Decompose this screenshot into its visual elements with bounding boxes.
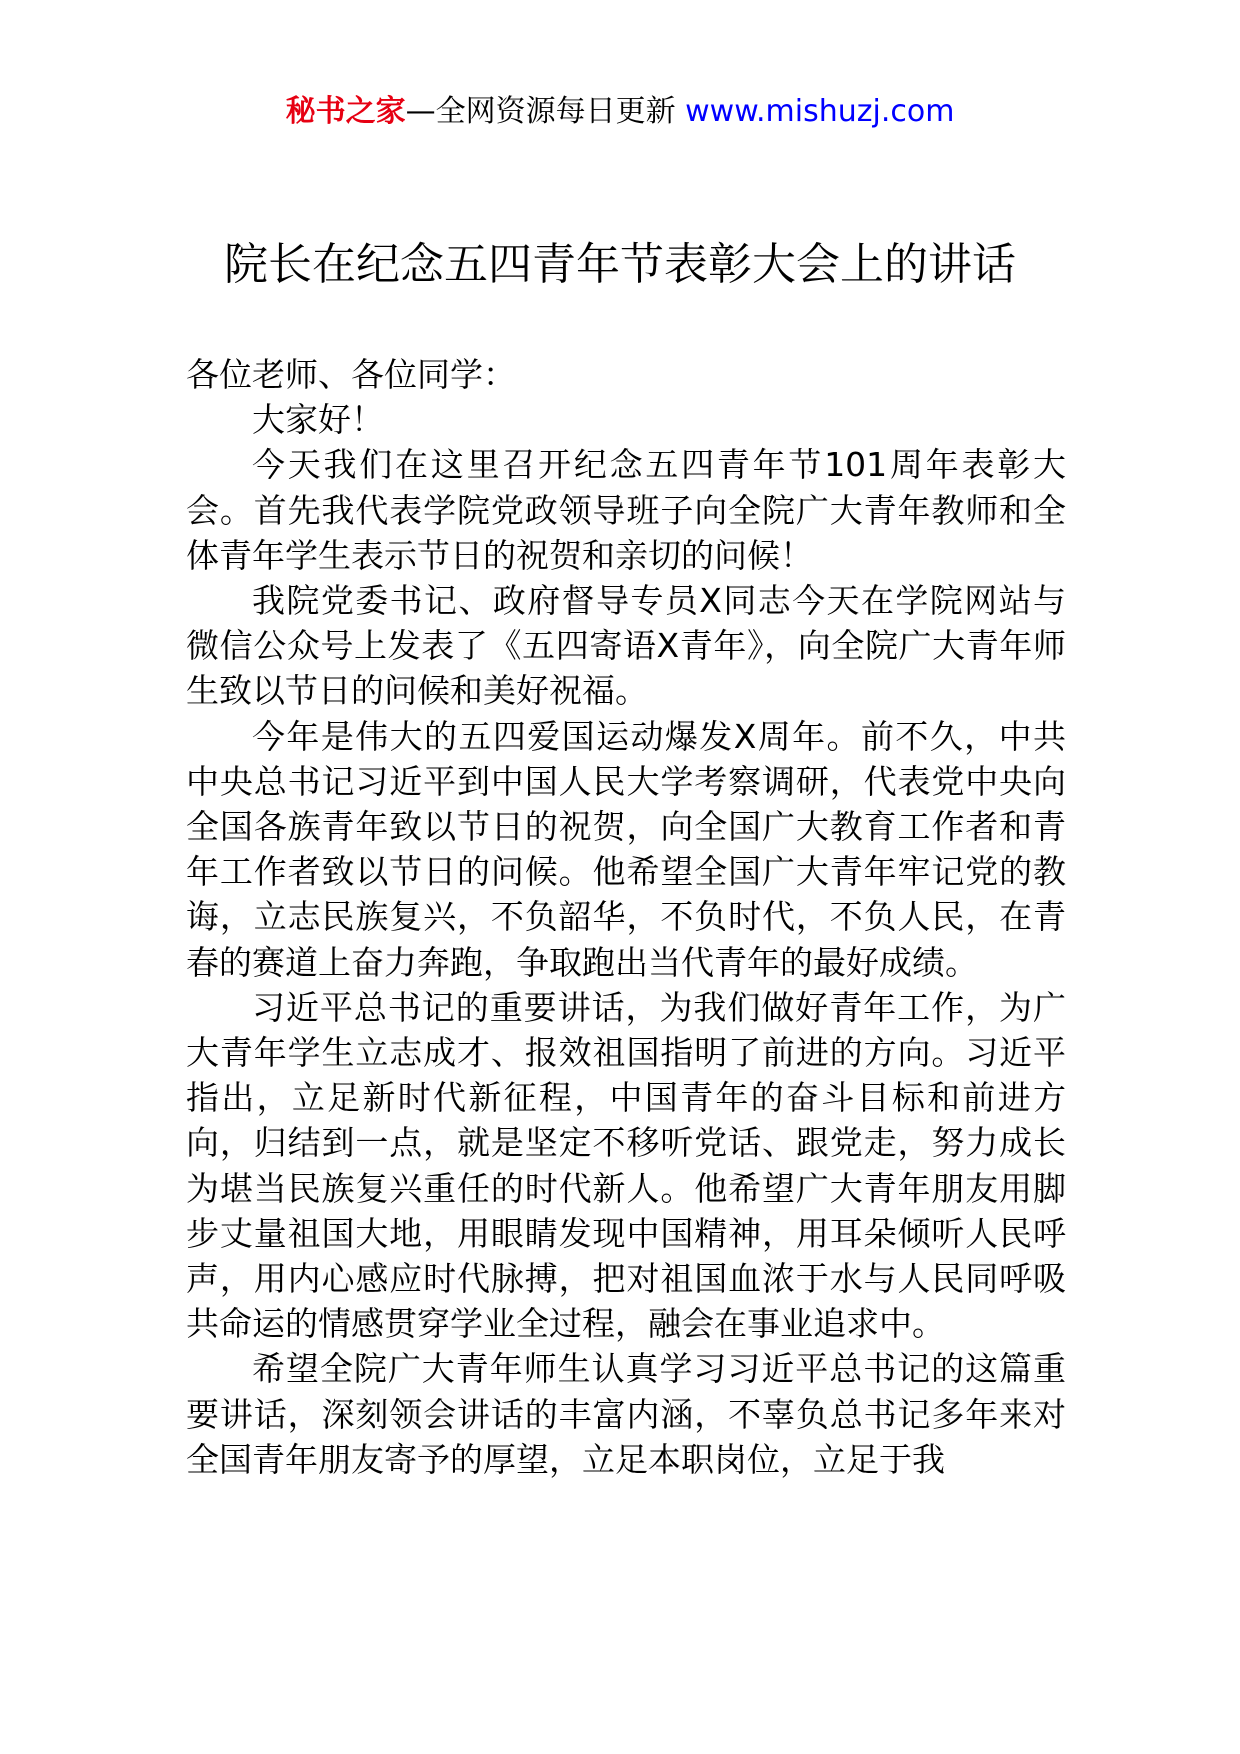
paragraph: 我院党委书记、政府督导专员X同志今天在学院网站与微信公众号上发表了《五四寄语X青年》，向全院广大青年师生致以节日的问候和美好祝福。 <box>186 581 1066 711</box>
paragraph: 今年是伟大的五四爱国运动爆发X周年。前不久，中共中央总书记习近平到中国人民大学考察调研，代表党中央向全国各族青年致以节日的祝贺，向全国广大教育工作者和青年工作者致以节日的问候。他希望全国广大青年牢记党的教诲，立志民族复兴，不负韶华，不负时代，不负人民，在青春的赛道上奋力奔跑，争取跑出当代青年的最好成绩。 <box>186 716 1066 982</box>
paragraph: 希望全院广大青年师生认真学习习近平总书记的这篇重要讲话，深刻领会讲话的丰富内涵，不辜负总书记多年来对全国青年朋友寄予的厚望，立足本职岗位，立足于我 <box>186 1349 1066 1479</box>
site-header <box>0 92 1240 132</box>
paragraph: 习近平总书记的重要讲话，为我们做好青年工作，为广大青年学生立志成才、报效祖国指明了前进的方向。习近平指出，立足新时代新征程，中国青年的奋斗目标和前进方向，归结到一点，就是坚定不移听党话、跟党走，努力成长为堪当民族复兴重任的时代新人。他希望广大青年朋友用脚步丈量祖国大地，用眼睛发现中国精神，用耳朵倾听人民呼声，用内心感应时代脉搏，把对祖国血浓于水与人民同呼吸共命运的情感贯穿学业全过程，融会在事业追求中。 <box>186 987 1066 1344</box>
paragraph: 今天我们在这里召开纪念五四青年节101周年表彰大会。首先我代表学院党政领导班子向全院广大青年教师和全体青年学生表示节日的祝贺和亲切的问候！ <box>186 445 1066 575</box>
salutation: 各位老师、各位同学： <box>186 355 516 394</box>
site-tagline: —全网资源每日更新 <box>405 94 686 129</box>
document-body <box>186 352 1066 1482</box>
site-url-link[interactable]: www.mishuzj.com <box>685 94 955 129</box>
site-brand: 秘书之家 <box>285 94 406 129</box>
document-title: 院长在纪念五四青年节表彰大会上的讲话 <box>224 239 1016 290</box>
paragraph: 大家好！ <box>252 400 384 440</box>
